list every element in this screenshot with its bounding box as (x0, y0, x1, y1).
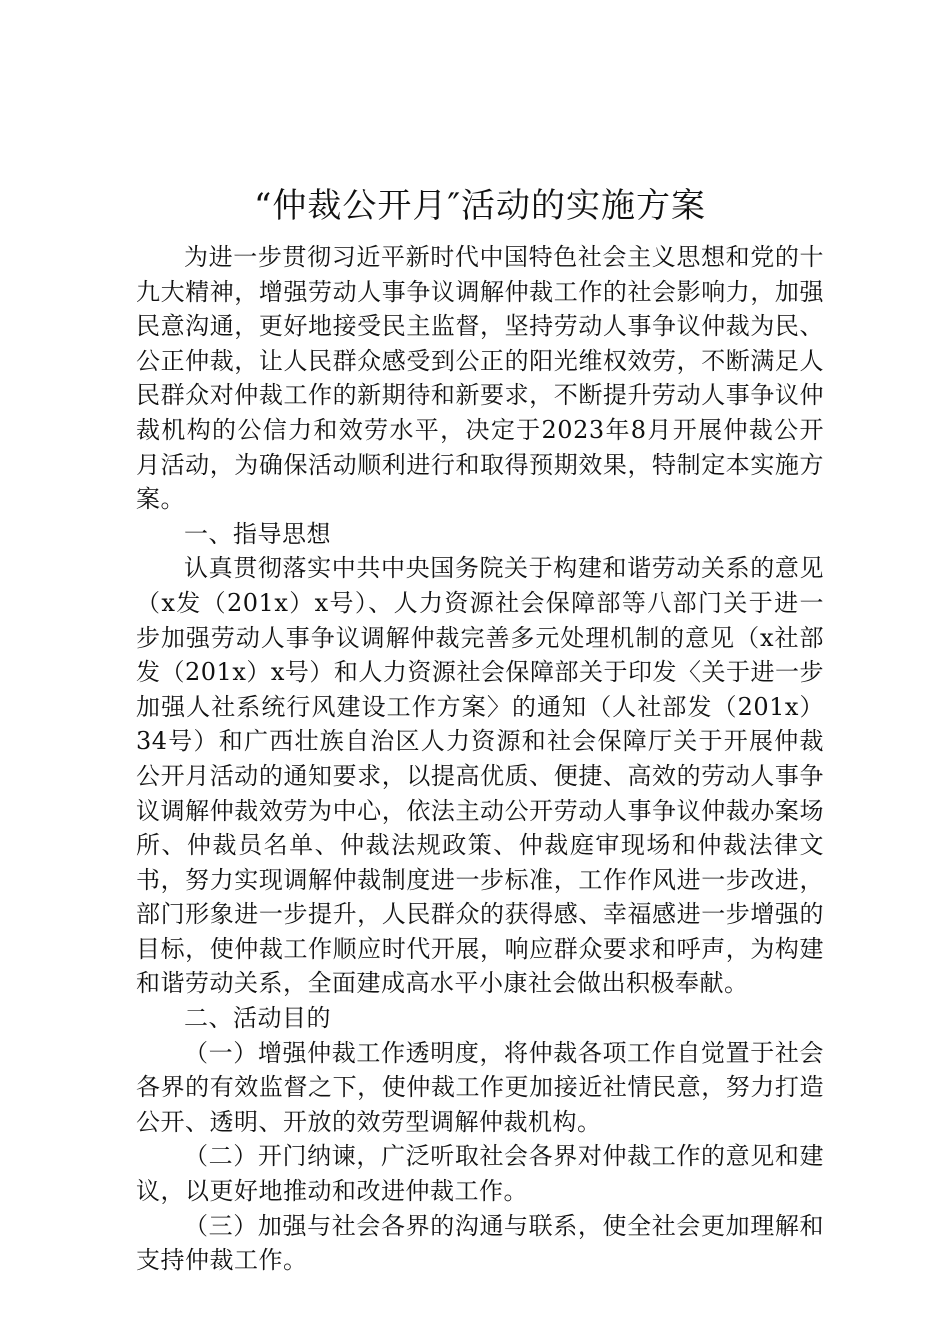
document-page (136, 178, 824, 1278)
document-title: “仲裁公开月″活动的实施方案 (253, 186, 707, 226)
purpose-item-1: （一）增强仲裁工作透明度，将仲裁各项工作自觉置于社会各界的有效监督之下，使仲裁工作更加接近社情民意，努力打造公开、透明、开放的效劳型调解仲裁机构。 (136, 1038, 824, 1136)
section-heading-guiding-ideology: 一、指导思想 (184, 519, 331, 548)
guiding-ideology-paragraph: 认真贯彻落实中共中央国务院关于构建和谐劳动关系的意见（x发（201x）x号）、人力资源社会保障部等八部门关于进一步加强劳动人事争议调解仲裁完善多元处理机制的意见（x社部发（201x）x号）和人力资源社会保障部关于印发〈关于进一步加强人社系统行风建设工作方案〉的通知（人社部发（201x）34号）和广西壮族自治区人力资源和社会保障厅关于开展仲裁公开月活动的通知要求，以提高优质、便捷、高效的劳动人事争议调解仲裁效劳为中心，依法主动公开劳动人事争议仲裁办案场所、仲裁员名单、仲裁法规政策、仲裁庭审现场和仲裁法律文书，努力实现调解仲裁制度进一步标准，工作作风进一步改进，部门形象进一步提升，人民群众的获得感、幸福感进一步增强的目标，使仲裁工作顺应时代开展，响应群众要求和呼声，为构建和谐劳动关系，全面建成高水平小康社会做出积极奉献。 (136, 554, 824, 998)
purpose-item-2: （二）开门纳谏，广泛听取社会各界对仲裁工作的意见和建议，以更好地推动和改进仲裁工作。 (136, 1142, 824, 1206)
purpose-item-3: （三）加强与社会各界的沟通与联系，使全社会更加理解和支持仲裁工作。 (136, 1211, 824, 1275)
intro-paragraph: 为进一步贯彻习近平新时代中国特色社会主义思想和党的十九大精神，增强劳动人事争议调解仲裁工作的社会影响力，加强民意沟通，更好地接受民主监督，坚持劳动人事争议仲裁为民、公正仲裁，让人民群众感受到公正的阳光维权效劳，不断满足人民群众对仲裁工作的新期待和新要求，不断提升劳动人事争议仲裁机构的公信力和效劳水平，决定于2023年8月开展仲裁公开月活动，为确保活动顺利进行和取得预期效果，特制定本实施方案。 (136, 243, 824, 514)
section-heading-activity-purpose: 二、活动目的 (184, 1004, 331, 1033)
